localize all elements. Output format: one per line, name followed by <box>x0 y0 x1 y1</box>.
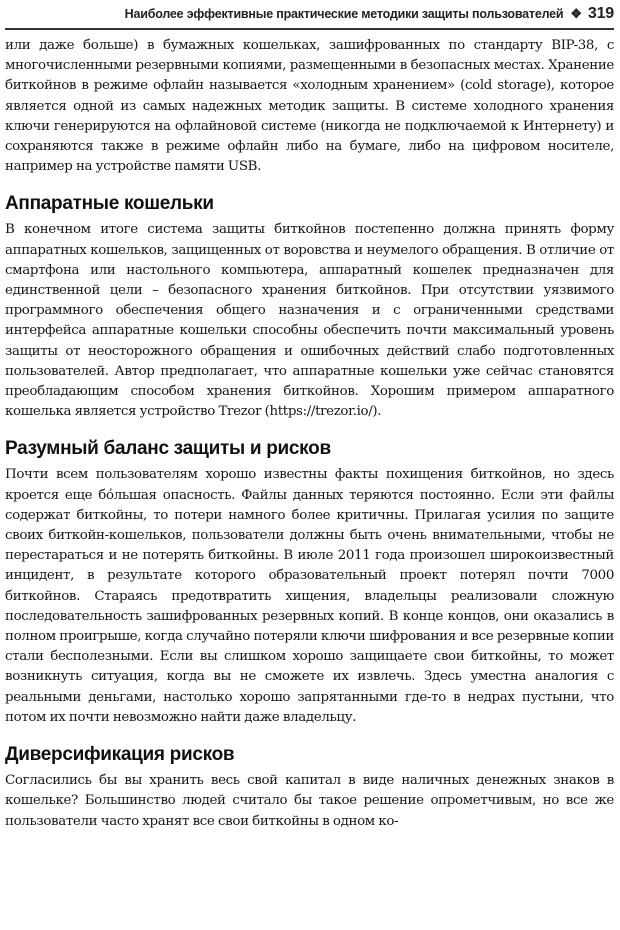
section-paragraph-diversification: Согласились бы вы хранить весь свой капитал в виде наличных денежных знаков в кошельке? Большинство людей считало бы такое решение опрометчивым, но все же пользователи часто хранят все свои биткойны в одном ко- <box>5 773 614 829</box>
running-title: Наиболее эффективные практические методики защиты пользователей <box>124 7 564 21</box>
section-heading-diversification: Диверсификация рисков <box>5 744 235 766</box>
section-heading-balance: Разумный баланс защиты и рисков <box>5 438 331 460</box>
intro-paragraph: или даже больше) в бумажных кошельках, зашифрованных по стандарту BIP-38, с многочисленными резервными копиями, размещенными в безопасных местах. Хранение биткойнов в режиме офлайн называется «холодным хранением» (cold storage), которое является одной из самых надежных методик защиты. В системе холодного хранения ключи генерируются на офлайновой системе (никогда не подключаемой к Интернету) и сохраняются также в режиме офлайн либо на бумаге, либо на цифровом носителе, например на устройстве памяти USB. <box>5 38 614 175</box>
running-header <box>5 0 614 30</box>
page-number: 319 <box>587 5 614 22</box>
section-heading-hardware-wallets: Аппаратные кошельки <box>5 193 214 215</box>
section-paragraph-balance: Почти всем пользователям хорошо известны факты похищения биткойнов, но здесь кроется еще бо́льшая опасность. Файлы данных теряются постоянно. Если эти файлы содержат биткойны, то потери намного более критичны. Прилагая усилия по защите своих биткойн-кошельков, пользователи должны быть очень внимательными, чтобы не перестараться и не потерять биткойны. В июле 2011 года произошел широкоизвестный инцидент, в результате которого образовательный проект потерял почти 7000 биткойнов. Стараясь предотвратить хищения, владельцы реализовали сложную последовательность зашифрованных резервных копий. В конце концов, они оказались в полном проигрыше, когда случайно потеряли ключи шифрования и все резервные копии стали бесполезными. Если вы слишком хорошо защищаете свои биткойны, то может возникнуть ситуация, когда вы не сможете их извлечь. Здесь уместна аналогия с реальными деньгами, настолько хорошо запрятанными где-то в недрах пустыни, что потом их почти невозможно найти даже владельцу. <box>5 467 614 725</box>
diamond-ornament-icon: ❖ <box>570 6 582 21</box>
section-paragraph-hardware-wallets: В конечном итоге система защиты биткойнов постепенно должна принять форму аппаратных кошельков, защищенных от воровства и неумелого обращения. В отличие от смартфона или настольного компьютера, аппаратный кошелек предназначен для единственной цели – безопасного хранения биткойнов. При отсутствии уязвимого программного обеспечения общего назначения и с ограниченными средствами интерфейса аппаратные кошельки способны обеспечить почти максимальный уровень защиты от неосторожного обращения и ошибочных действий слабо подготовленных пользователей. Автор предполагает, что аппаратные кошельки уже сейчас становятся преобладающим способом хранения биткойнов. Хорошим примером аппаратного кошелька является устройство Trezor (https://trezor.io/). <box>5 222 614 420</box>
